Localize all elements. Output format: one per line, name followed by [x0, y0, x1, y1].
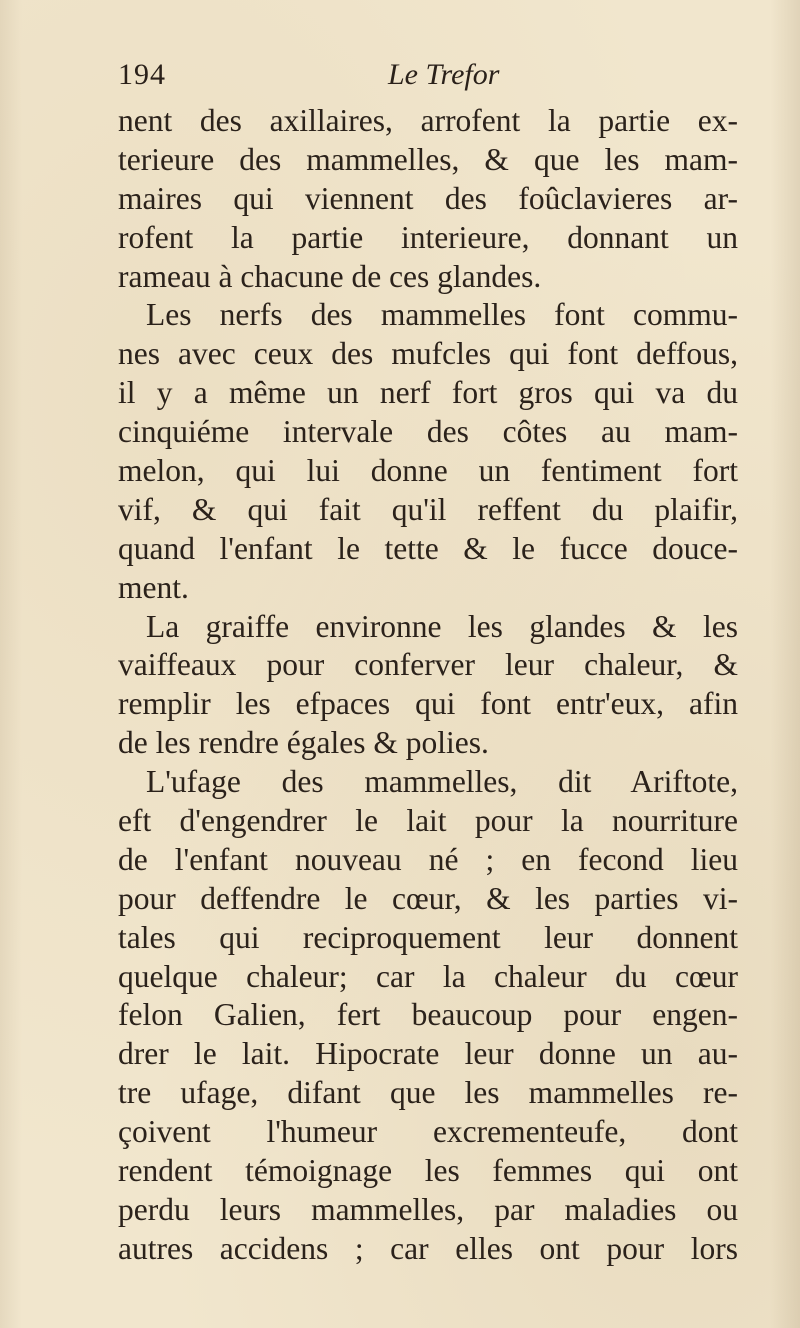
text-line: drer le lait. Hipocrate leur donne un au- — [118, 1036, 738, 1072]
page-number: 194 — [118, 58, 166, 91]
text-line: pour deffendre le cœur, & les parties vi- — [118, 880, 738, 916]
text-line: quelque chaleur; car la chaleur du cœur — [118, 958, 738, 994]
text-line: eft d'engendrer le lait pour la nourriture — [118, 803, 738, 839]
text-line: L'ufage des mammelles, dit Ariftote, — [146, 764, 738, 800]
text-line: vaiffeaux pour conferver leur chaleur, & — [118, 647, 738, 683]
text-line: vif, & qui fait qu'il reffent du plaifir, — [118, 491, 738, 527]
text-line: tales qui reciproquement leur donnent — [118, 919, 738, 955]
text-line: il y a même un nerf fort gros qui va du — [118, 375, 738, 411]
text-line: melon, qui lui donne un fentiment fort — [118, 453, 738, 489]
page-header — [118, 58, 738, 98]
text-line: perdu leurs mammelles, par maladies ou — [118, 1191, 738, 1227]
text-line: cinquiéme intervale des côtes au mam- — [118, 414, 738, 450]
text-line: rameau à chacune de ces glandes. — [118, 258, 542, 294]
text-line: de l'enfant nouveau né ; en fecond lieu — [118, 841, 738, 877]
text-line: felon Galien, fert beaucoup pour engen- — [118, 997, 738, 1033]
text-line: La graiffe environne les glandes & les — [146, 608, 738, 644]
running-head: Le Trefor — [388, 58, 500, 91]
text-line: quand l'enfant le tette & le fucce douce- — [118, 530, 738, 566]
text-line: nent des axillaires, arrofent la partie ex- — [118, 103, 738, 138]
page-body — [118, 102, 738, 1269]
text-line: Les nerfs des mammelles font commu- — [146, 297, 738, 333]
text-line: remplir les efpaces qui font entr'eux, afin — [118, 686, 738, 722]
text-line: autres accidens ; car elles ont pour lors — [118, 1230, 738, 1266]
text-line: nes avec ceux des mufcles qui font deffous, — [118, 336, 738, 372]
text-line: rofent la partie interieure, donnant un — [118, 219, 738, 255]
text-line: ment. — [118, 569, 189, 605]
text-line: maires qui viennent des foûclavieres ar- — [118, 180, 738, 216]
text-line: çoivent l'humeur excrementeufe, dont — [118, 1114, 738, 1150]
text-line: de les rendre égales & polies. — [118, 725, 489, 761]
text-line: rendent témoignage les femmes qui ont — [118, 1153, 738, 1189]
text-line: terieure des mammelles, & que les mam- — [118, 141, 738, 177]
text-line: tre ufage, difant que les mammelles re- — [118, 1075, 738, 1111]
